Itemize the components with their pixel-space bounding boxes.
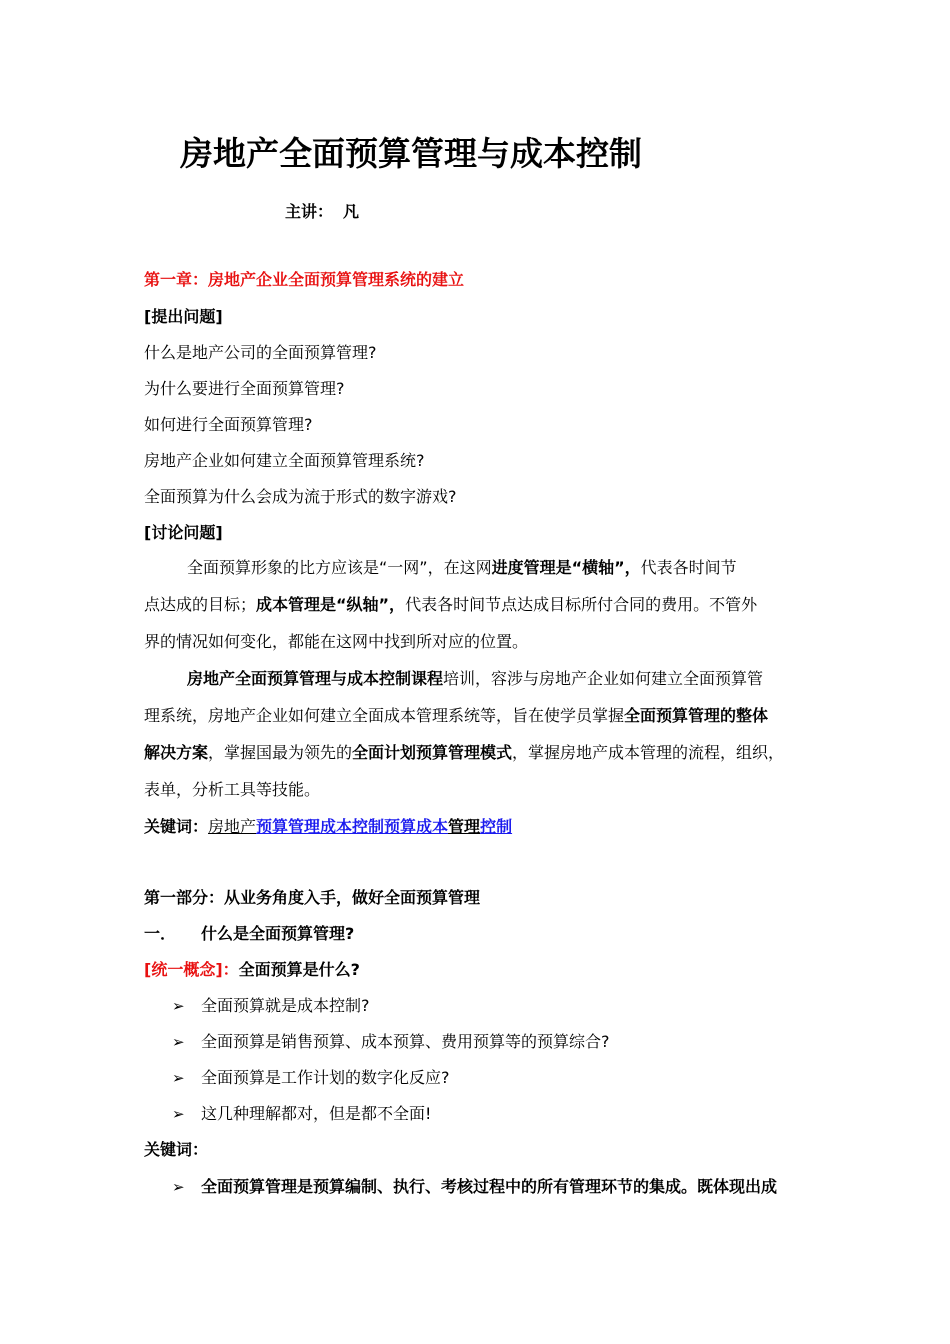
paragraph-line bbox=[187, 557, 737, 579]
text-run: 全面预算形象的比方应该是“一网”，在这网 bbox=[187, 558, 492, 577]
text-run: ，掌握房地产成本管理的流程，组织， bbox=[512, 743, 785, 762]
arrow-bullet-icon: ➢ bbox=[172, 1105, 185, 1123]
bullet-item: 全面预算是销售预算、成本预算、费用预算等的预算综合? bbox=[201, 1032, 610, 1051]
arrow-bullet-icon: ➢ bbox=[172, 1069, 185, 1087]
question-item: 为什么要进行全面预算管理? bbox=[144, 379, 345, 398]
paragraph-line bbox=[144, 705, 768, 727]
keywords-label: 关键词： bbox=[144, 817, 209, 836]
concept-line bbox=[144, 959, 360, 981]
bold-run: 解决方案 bbox=[144, 743, 209, 762]
document-title: 房地产全面预算管理与成本控制 bbox=[180, 134, 642, 173]
keyword-text: 房地产 bbox=[208, 817, 257, 836]
paragraph-line bbox=[144, 594, 757, 616]
chapter-heading: 第一章：房地产企业全面预算管理系统的建立 bbox=[144, 270, 465, 289]
bold-run: 进度管理是“横轴”， bbox=[491, 558, 641, 577]
bullet-item: 全面预算管理是预算编制、执行、考核过程中的所有管理环节的集成。既体现出成 bbox=[201, 1177, 778, 1196]
keywords-heading: 关键词： bbox=[144, 1140, 209, 1159]
concept-tag: [统一概念]： bbox=[144, 960, 239, 979]
speaker-line bbox=[285, 199, 359, 222]
bold-run: 成本管理是“纵轴”， bbox=[256, 595, 406, 614]
bold-run: 全面预算管理的整体 bbox=[624, 706, 769, 725]
text-run: 点达成的目标； bbox=[144, 595, 257, 614]
arrow-bullet-icon: ➢ bbox=[172, 997, 185, 1015]
bullet-item: 这几种理解都对，但是都不全面! bbox=[201, 1104, 432, 1123]
bullet-item: 全面预算就是成本控制? bbox=[201, 996, 370, 1015]
section-heading: 什么是全面预算管理? bbox=[201, 924, 355, 943]
question-item: 什么是地产公司的全面预算管理? bbox=[144, 343, 377, 362]
discuss-question-heading: [讨论问题] bbox=[144, 523, 223, 542]
text-run: 代表各时间节 bbox=[640, 558, 737, 577]
paragraph-line bbox=[187, 668, 763, 690]
question-item: 全面预算为什么会成为流于形式的数字游戏? bbox=[144, 487, 457, 506]
paragraph-line bbox=[144, 742, 784, 764]
paragraph-line: 表单，分析工具等技能。 bbox=[144, 780, 321, 799]
bold-run: 全面计划预算管理模式 bbox=[352, 743, 513, 762]
arrow-bullet-icon: ➢ bbox=[172, 1178, 185, 1196]
text-run: 理系统，房地产企业如何建立全面成本管理系统等，旨在使学员掌握 bbox=[144, 706, 625, 725]
text-run: 培训，容涉与房地产企业如何建立全面预算管 bbox=[443, 669, 764, 688]
part-heading: 第一部分：从业务角度入手，做好全面预算管理 bbox=[144, 888, 481, 907]
keyword-link[interactable]: 预算管理成本控制预算成本 bbox=[256, 817, 449, 836]
concept-text: 全面预算是什么? bbox=[238, 960, 360, 979]
arrow-bullet-icon: ➢ bbox=[172, 1033, 185, 1051]
question-item: 房地产企业如何建立全面预算管理系统? bbox=[144, 451, 425, 470]
speaker-label: 主讲： bbox=[285, 202, 334, 221]
bold-run: 房地产全面预算管理与成本控制课程 bbox=[187, 669, 444, 688]
text-run: 不管外 bbox=[709, 595, 758, 614]
question-item: 如何进行全面预算管理? bbox=[144, 415, 313, 434]
speaker-name: 凡 bbox=[343, 202, 360, 221]
section-number: 一． bbox=[144, 924, 177, 943]
bullet-item: 全面预算是工作计划的数字化反应? bbox=[201, 1068, 450, 1087]
text-run: ，掌握国最为领先的 bbox=[208, 743, 353, 762]
keyword-text: 管理 bbox=[448, 817, 481, 836]
raise-question-heading: [提出问题] bbox=[144, 307, 223, 326]
paragraph-line: 界的情况如何变化，都能在这网中找到所对应的位置。 bbox=[144, 632, 529, 651]
keywords-line bbox=[144, 816, 512, 838]
text-run: 代表各时间节点达成目标所付合同的费用。 bbox=[405, 595, 710, 614]
keyword-link[interactable]: 控制 bbox=[480, 817, 513, 836]
